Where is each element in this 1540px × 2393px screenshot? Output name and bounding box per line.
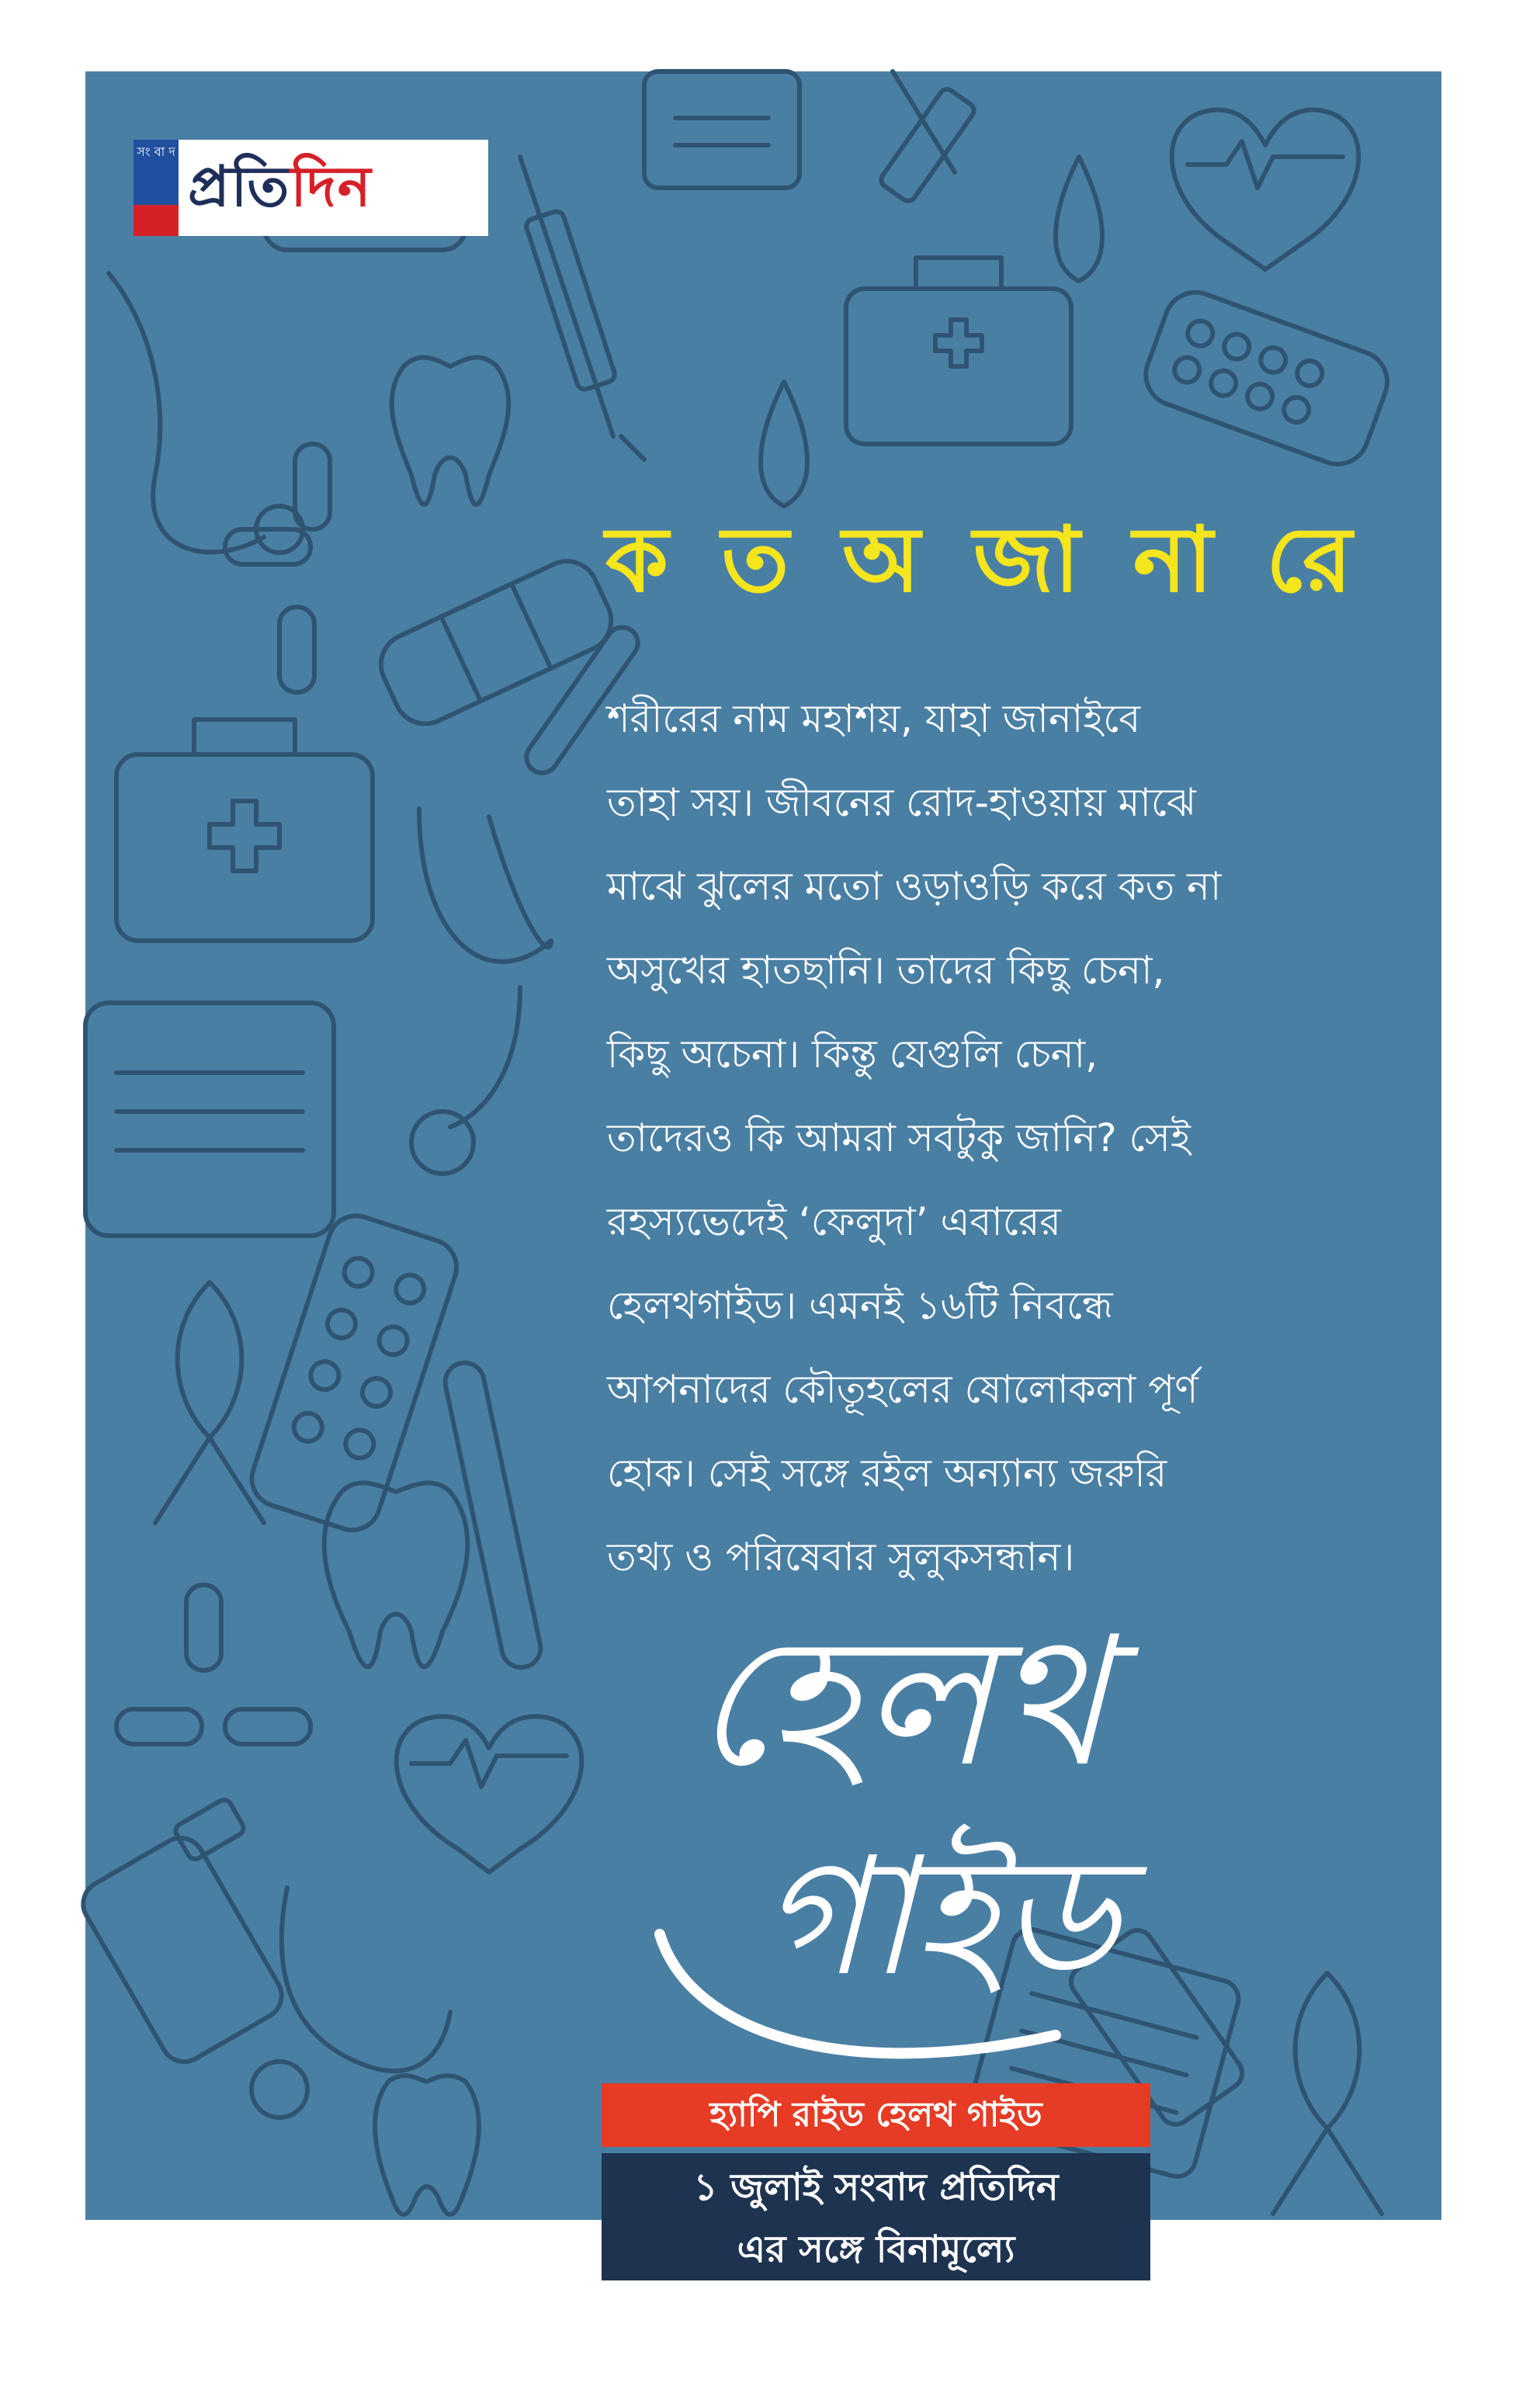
headline: ক ত অ জা না রে	[605, 508, 1363, 612]
stethoscope-icon	[109, 273, 303, 553]
pill-blister-icon	[1137, 284, 1396, 473]
capsule-icon	[116, 1585, 310, 1744]
drop-icon	[761, 157, 1102, 506]
syringe-icon	[520, 157, 644, 460]
tooth-icon	[324, 1483, 468, 1666]
body-line: কিছু অচেনা। কিন্তু যেগুলি চেনা,	[607, 1032, 1098, 1077]
tooth-icon	[375, 2076, 479, 2214]
body-line: অসুখের হাতছানি। তাদের কিছু চেনা,	[607, 948, 1165, 993]
body-line: তথ্য ও পরিষেবার সুলুকসন্ধান।	[607, 1535, 1075, 1580]
thermometer-icon	[442, 1359, 544, 1671]
body-line: মাঝে ঝুলের মতো ওড়াওড়ি করে কত না	[607, 864, 1222, 909]
heart-icon	[397, 1716, 581, 1872]
logo-strip-red-block	[134, 205, 179, 236]
body-paragraph	[607, 677, 1414, 1599]
medicine-bottle-icon	[75, 1797, 290, 2070]
body-line: তাদেরও কি আমরা সবটুকু জানি? সেই	[607, 1115, 1191, 1160]
tooth-icon	[392, 357, 509, 504]
capsule-icon	[225, 444, 330, 692]
logo-wordmark	[188, 147, 373, 225]
health-guide-calligraphy	[590, 1569, 1211, 2144]
promo-banner-navy	[602, 2153, 1150, 2280]
body-line: শরীরের নাম মহাশয়, যাহা জানাইবে	[607, 696, 1141, 741]
brand-line1: হেলথ	[692, 1599, 1108, 1806]
promo-banner-line2: এর সঙ্গে বিনামূল্যে	[737, 2228, 1015, 2271]
logo-strip-text: সং বা দ	[137, 144, 175, 159]
stethoscope-icon	[411, 809, 551, 1174]
poster	[85, 71, 1441, 2271]
logo-side-strip	[134, 140, 179, 236]
syringe-icon	[879, 71, 977, 204]
body-line: তাহা সয়। জীবনের রোদ-হাওয়ায় মাঝে	[607, 780, 1196, 825]
promo-banner-red: হ্যাপি রাইড হেলথ গাইড	[602, 2083, 1150, 2147]
body-line: আপনাদের কৌতূহলের ষোলোকলা পূর্ণ	[607, 1367, 1198, 1412]
heart-icon	[1172, 109, 1358, 269]
body-line: হোক। সেই সঙ্গে রইল অন্যান্য জরুরি	[607, 1451, 1167, 1496]
body-line: রহস্যভেদেই ‘ফেলুদা’ এবারের	[607, 1199, 1061, 1244]
awareness-ribbon-icon	[1273, 1973, 1382, 2214]
bandage-icon	[371, 551, 622, 734]
body-line: হেলথগাইড। এমনই ১৬টি নিবন্ধে	[607, 1283, 1113, 1328]
logo-wordmark-part1: প্রতি	[188, 154, 291, 219]
brand-line2: গাইড	[759, 1822, 1119, 2012]
newspaper-logo	[134, 140, 488, 236]
medical-chart-icon	[85, 1003, 334, 1236]
awareness-ribbon-icon	[155, 1282, 264, 1523]
pill-blister-icon	[245, 1209, 463, 1537]
clipboard-icon	[644, 71, 799, 188]
logo-wordmark-part2: দিন	[290, 154, 373, 219]
first-aid-kit-icon	[846, 258, 1071, 444]
medical-bag-icon	[116, 720, 373, 941]
promo-banner-line1: ১ জুলাই সংবাদ প্রতিদিন	[693, 2166, 1059, 2209]
